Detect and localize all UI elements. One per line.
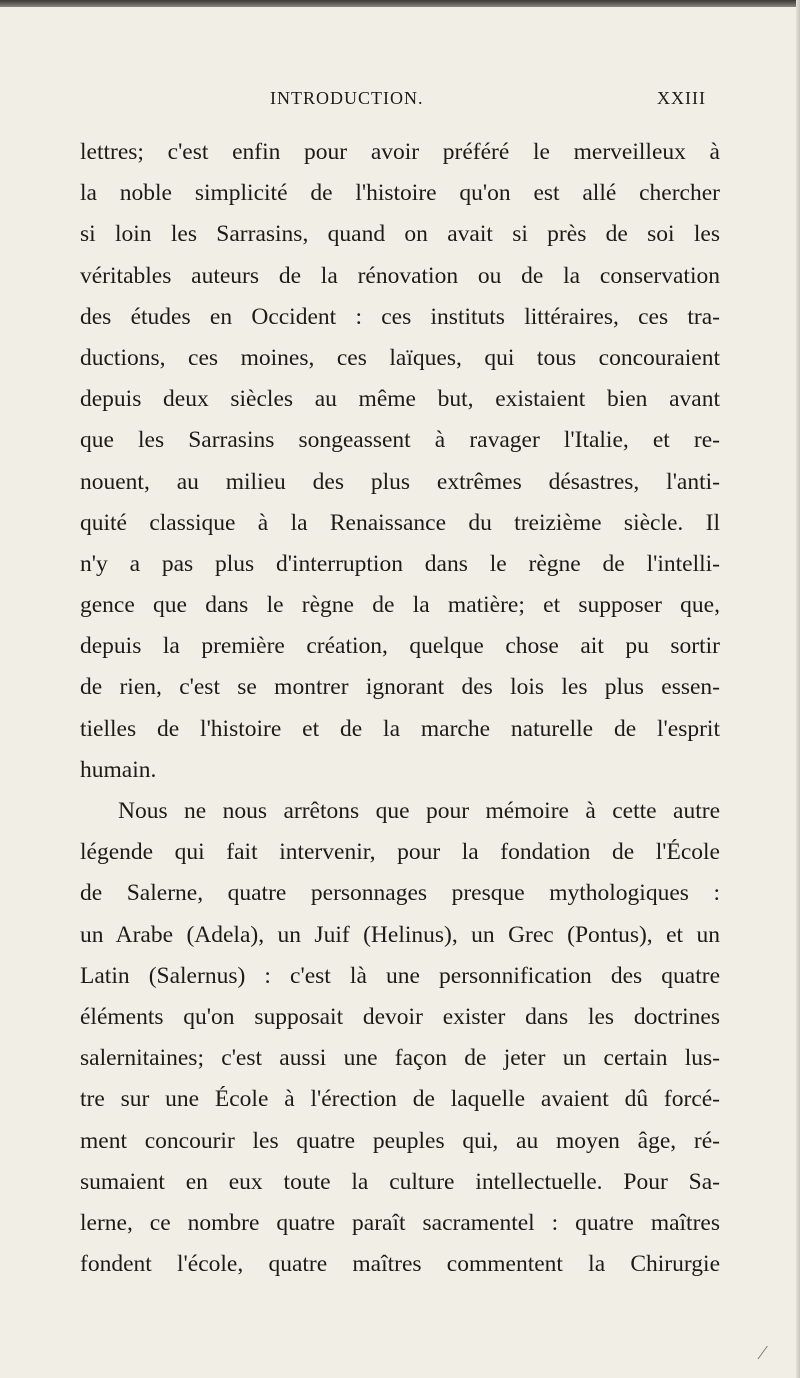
text-line: sumaient en eux toute la culture intellectuelle. Pour Sa- (80, 1168, 720, 1195)
text-line: tre sur une École à l'érection de laquelle avaient dû forcé- (80, 1086, 720, 1113)
text-line: des études en Occident : ces instituts littéraires, ces tra- (80, 303, 720, 330)
page-top-edge (0, 0, 800, 7)
text-line: gence que dans le règne de la matière; et supposer que, (80, 592, 720, 619)
text-line: tielles de l'histoire et de la marche naturelle de l'esprit (80, 715, 720, 742)
text-line: un Arabe (Adela), un Juif (Helinus), un Grec (Pontus), et un (80, 921, 720, 948)
text-line: n'y a pas plus d'interruption dans le règne de l'intelli- (80, 550, 720, 577)
text-line: depuis deux siècles au même but, existaient bien avant (80, 386, 720, 413)
text-line: nouent, au milieu des plus extrêmes désastres, l'anti- (80, 468, 720, 495)
text-line: légende qui fait intervenir, pour la fondation de l'École (80, 839, 720, 866)
text-line: ment concourir les quatre peuples qui, au moyen âge, ré- (80, 1127, 720, 1154)
paragraph-start-line: Nous ne nous arrêtons que pour mémoire à cette autre (118, 798, 720, 824)
text-line: de rien, c'est se montrer ignorant des lois les plus essen- (80, 674, 720, 701)
margin-pencil-mark: ⁄ (761, 1342, 765, 1364)
page-number: XXIII (657, 88, 706, 108)
text-line: humain. (80, 756, 157, 783)
text-line: que les Sarrasins songeassent à ravager l'Italie, et re- (80, 427, 720, 454)
text-line: salernitaines; c'est aussi une façon de jeter un certain lus- (80, 1045, 720, 1072)
book-page (80, 88, 720, 1285)
text-line: lerne, ce nombre quatre paraît sacramentel : quatre maîtres (80, 1209, 720, 1236)
text-line: véritables auteurs de la rénovation ou de la conservation (80, 262, 720, 289)
text-line: éléments qu'on supposait devoir exister dans les doctrines (80, 1003, 720, 1030)
running-title: INTRODUCTION. (270, 88, 424, 108)
text-line: depuis la première création, quelque chose ait pu sortir (80, 633, 720, 660)
text-line: si loin les Sarrasins, quand on avait si près de soi les (80, 221, 720, 248)
page-right-edge (796, 0, 800, 1378)
text-line: quité classique à la Renaissance du treizième siècle. Il (80, 509, 720, 536)
body-text (80, 132, 720, 1285)
text-line: lettres; c'est enfin pour avoir préféré le merveilleux à (80, 139, 720, 165)
text-line: fondent l'école, quatre maîtres commentent la Chirurgie (80, 1251, 720, 1278)
running-head (80, 88, 720, 124)
text-line: de Salerne, quatre personnages presque mythologiques : (80, 880, 720, 907)
text-line: ductions, ces moines, ces laïques, qui tous concouraient (80, 344, 720, 371)
text-line: Latin (Salernus) : c'est là une personnification des quatre (80, 962, 720, 989)
text-line: la noble simplicité de l'histoire qu'on est allé chercher (80, 180, 720, 207)
